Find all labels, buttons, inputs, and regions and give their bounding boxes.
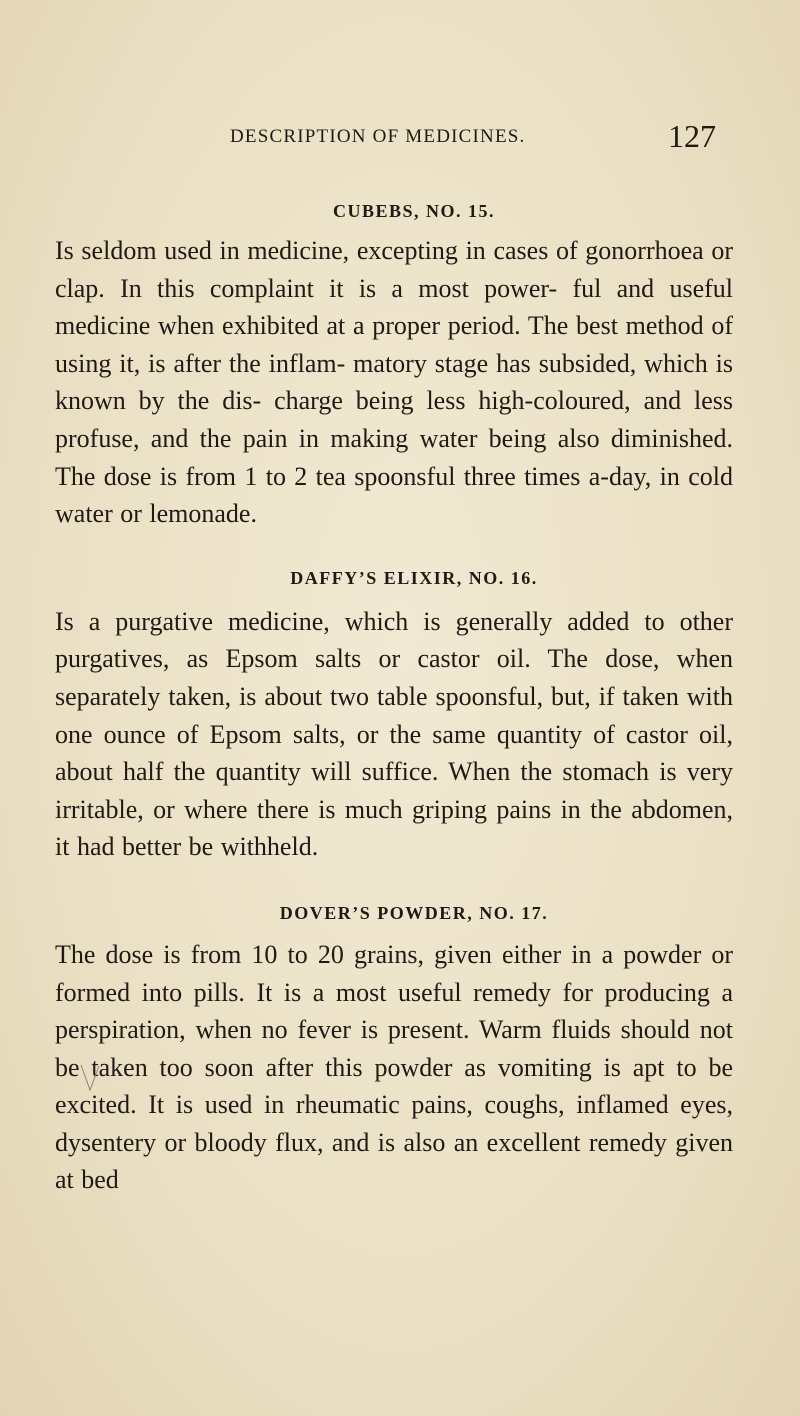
section-text: The dose is from 10 to 20 grains, given either in a powder or formed into pills. It is a most useful remedy for producing a perspiration, when no fever is present. Warm fluids should not be taken too soon after this powder as vomiting is apt to be excited. It is used in rheumatic pains, coughs, inflamed eyes, dysentery or bloody flux, and is also an excellent remedy given at bed bbox=[55, 939, 733, 1195]
section-heading: DAFFY’S ELIXIR, NO. 16. bbox=[290, 567, 538, 588]
page-body bbox=[55, 196, 733, 1199]
section-heading: DOVER’S POWDER, NO. 17. bbox=[279, 902, 549, 923]
section-cubebs bbox=[55, 196, 733, 533]
section-text: Is a purgative medicine, which is generally added to other purgatives, as Epsom salts or castor oil. The dose, when separately taken, is about two table spoonsful, but, if taken with one ounce of Epsom salts, or the same quantity of castor oil, about half the quantity will suffice. When the stomach is very irritable, or where there is much griping pains in the abdomen, it had better be withheld. bbox=[55, 606, 733, 862]
section-dovers-powder bbox=[55, 898, 733, 1199]
page-number: 127 bbox=[668, 118, 716, 154]
pencil-check-mark bbox=[80, 1064, 100, 1092]
section-text: Is seldom used in medicine, excepting in cases of gonorrhoea or clap. In this complaint it is a most power- ful and useful medicine when exhibited at a proper period. The best method of using it, is after the inflam- matory stage has subsided, which is known by the dis- charge being less high-coloured, and less profuse, and the pain in making water being also diminished. The dose is from 1 to 2 tea spoonsful three times a-day, in cold water or lemonade. bbox=[55, 236, 733, 529]
section-daffys-elixir bbox=[55, 563, 733, 866]
section-heading: CUBEBS, NO. 15. bbox=[332, 201, 496, 221]
running-title: DESCRIPTION OF MEDICINES. bbox=[230, 126, 526, 147]
running-head bbox=[0, 118, 800, 158]
